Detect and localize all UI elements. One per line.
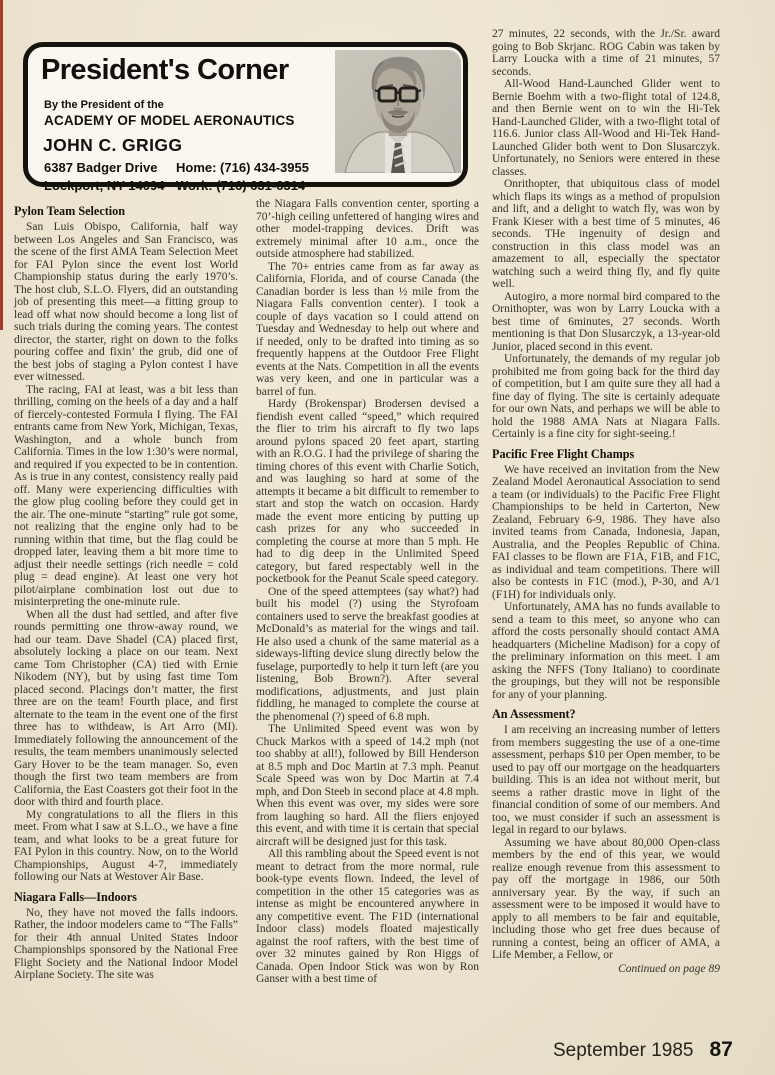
body-paragraph: Assuming we have about 80,000 Open-class members by the end of this year, we would realize enough revenue from this assessment to pay off the mortgage in 1986, our 50th anniversary year. By the way, if such an assessment were to be imposed it would have to apply to all members to be fair and equitable, including those who get free dues because of running a contest, being an officer of AMA, a Life Member, a Fellow, or xyxy=(492,836,720,961)
page-title: President's Corner xyxy=(41,54,289,86)
body-paragraph: San Luis Obispo, California, half way between Los Angeles and San Francisco, was the scene of the first AMA Team Selection Meet for FAI Pylon since the event lost World Championship status during the early 1970’s. The host club, S.L.O. Flyers, did an outstanding job of presenting this meet—a fitting group to lead off what now should become a long list of such trials during the coming years. The contest director, the starter, right on down to the folks pouring coffee and fixin’ the grub, did one of the best jobs of staging a Pylon contest I have ever witnessed. xyxy=(14,221,238,383)
body-paragraph: The racing, FAI at least, was a bit less than thrilling, coming on the heels of a day and a half of fiercely-contested Formula I flying. The FAI entrants came from New York, Michigan, Texas, Washington, and a whole bunch from California. Times in the low 1:30’s were normal, and required if you expected to be in contention. As is true in any contest, consistency really paid off. Many were experiencing difficulties with the glow plug cooling before they could get in the air. The one-minute “starting” rule got some, not realizing that the engine only had to be running within that time, but the flag could be dropped later, leaving them a bit more time to adjust their needle settings (rich needle = cold plug = dead engine). At least one very hot pilot/airplane combination lost out due to misinterpreting the one-minute rule. xyxy=(14,383,238,608)
body-paragraph: Onrithopter, that ubiquitous class of model which flaps its wings as a method of propulsion and lift, and a delight to watch fly, was won by Frank Kieser with a best time of 5 minutes, 46 seconds. THe ingenuity of design and construction in this class model was an amazement to all, especially the spectator watching such a weird thing fly, and fly quite well. xyxy=(492,178,720,290)
presidents-corner-header xyxy=(23,42,468,193)
section-heading-an-assessment: An Assessment? xyxy=(492,707,576,721)
section-heading-pacific-free-flight-champs: Pacific Free Flight Champs xyxy=(492,446,635,461)
body-paragraph-continuation: the Niagara Falls convention center, sporting a 70’-high ceiling unfettered of hanging wires and other model-trapping devices. Drift was extremely minimal after 10 a.m., once the outside atmosphere had stabilized. xyxy=(256,198,479,260)
column-2 xyxy=(256,198,479,986)
body-paragraph: Unfortunately, the demands of my regular job prohibited me from going back for the third day of competition, but I am quite sure they all had a fine day of flying. The site is certainly adequate for our own Nats, and perhaps we will be able to hold the 1988 AMA Nats at Niagara Falls. Certainly is a fine city for sight-seeing.! xyxy=(492,353,720,440)
page-footer xyxy=(553,1038,733,1062)
byline-intro: By the President of the xyxy=(44,99,164,111)
portrait-photo-graphic xyxy=(335,50,461,173)
column-1 xyxy=(14,198,238,982)
body-paragraph: Unfortunately, AMA has no funds available to send a team to this meet, so anyone who can afford the costs personally should contact AMA headquarters (Micheline Madison) for a copy of the preliminary information on this meet. I am asking the NFFS (Tony Italiano) to coordinate the groupings, but they will not be responsible for any of your planning. xyxy=(492,601,720,701)
body-paragraph: My congratulations to all the fliers in this meet. From what I saw at S.L.O., we have a fine team, and what looks to be a great future for FAI Pylon in this country. Now, on to the World Championships, August 4-7, immediately following our Nats at Westover Air Base. xyxy=(14,808,238,883)
body-paragraph: One of the speed attemptees (say what?) had built his model (?) using the Styrofoam containers used to serve the breakfast goodies at McDonald’s as material for the wings and tail. He also used a chunk of the same material as a sideways-lifting device slung directly below the fuselage, purportedly to help it turn left (are you listening, Bob Brown?). After several modifications, adjustments, and just plain fiddling, he managed to complete the course at the phenomenal (?) speed of 6.8 mph. xyxy=(256,585,479,723)
continued-notice: Continued on page 89 xyxy=(618,962,720,975)
body-paragraph: When all the dust had settled, and after five rounds permitting one throw-away round, we had our team. Dave Shadel (CA) placed first, absolutely locking a place on our team. Next came Tom Christopher (CA) tied with Ernie Nikodem (NY), but by using fast time Tom placed second. Placings don’t matter, the first three are on the team! Fourth place, and first alternate to the team in the event one of the first three has to withdeaw, is Art Arro (MI). Immediately following the announcement of the results, the team members unanimously selected Gary Hover to be the team manager. So, even though the first two team members are from California, the East Coasters got their foot in the door with third and fourth place. xyxy=(14,608,238,808)
body-paragraph: The 70+ entries came from as far away as California, Florida, and of course Canada (the Canadian border is less than ½ mile from the Niagara Falls convention center). I took a couple of days vacation so I could attend on Tuesday and Wednesday to help out where and if needed, only to be drafted into timing as so frequently happens at the Outdoor Free Flight events at the Nats. Competition in all the events was very keen, and one in particular was a barrel of fun. xyxy=(256,260,479,398)
body-paragraph: All this rambling about the Speed event is not meant to detract from the more normal, rule book-type events flown. Indeed, the level of competition in the other 15 categories was as intense as might be encountered anywhere in any competitive event. The F1D (international Indoor class) models floated majestically against the roof rafters, with the best time of over 32 minutes gained by Ron Higgs of Canada. Open Indoor Stick was won by Ron Ganser with a best time of xyxy=(256,848,479,985)
page-number: 87 xyxy=(709,1038,733,1061)
author-address-line1: 6387 Badger Drive xyxy=(44,160,158,175)
section-heading-niagara-falls-indoors: Niagara Falls—Indoors xyxy=(14,889,137,904)
author-phone-work: Work: (716) 631-6314 xyxy=(176,178,306,193)
body-paragraph: We have received an invitation from the New Zealand Model Aeronautical Association to send a team (or individuals) to the Pacific Free Flight Championships to be held in Carterton, New Zealand, February 6-9, 1986. They have also invited teams from Canada, Indonesia, Japan, Australia, and the Peoples Republic of China. FAI classes to be flown are F1A, F1B, and F1C, as individual and team competitions. There will also be contests in F1C (mod.), P-30, and A/1 (F1H) for individuals only. xyxy=(492,463,720,601)
author-name: JOHN C. GRIGG xyxy=(43,135,183,155)
issue-date: September 1985 xyxy=(553,1040,694,1061)
organization-name: ACADEMY OF MODEL AERONAUTICS xyxy=(44,113,295,128)
column-3 xyxy=(492,28,720,975)
body-paragraph: Autogiro, a more normal bird compared to the Ornithopter, was won by Larry Loucka with a best time of 6minutes, 27 seconds. Worth mentioning is that Don Slusarczyk, a 13-year-old Junior, placed second in this event. xyxy=(492,290,720,353)
page-edge-mark xyxy=(0,0,3,330)
body-paragraph: All-Wood Hand-Launched Glider went to Bernie Boehm with a two-flight total of 124.8, and then Bernie went on to win the Hi-Tek Hand-Launched Glider, with a two-flight total of 116.6. Junior class All-Wood and Hi-Tek Hand-Launched Glider both went to Don Slusarczyk. Unfortunately, no Seniors were entered in these classes. xyxy=(492,78,720,178)
portrait-photo xyxy=(335,50,461,173)
body-paragraph: No, they have not moved the falls indoors. Rather, the indoor modelers came to “The Falls” for their 4th annual United States Indoor Championships sponsored by the National Free Flight Society and the National Indoor Model Airplane Society. The site was xyxy=(14,906,238,981)
body-paragraph-continuation: 27 minutes, 22 seconds, with the Jr./Sr. award going to Bob Skrjanc. ROG Cabin was taken by Larry Loucka with a time of 21 minutes, 57 seconds. xyxy=(492,28,720,78)
body-paragraph: I am receiving an increasing number of letters from members suggesting the use of a one-time assessment, perhaps $10 per Open member, to be used to pay off our mortgage on the headquarters building. This is an idea not without merit, but seems a rather drastic move in light of the financial condition of some of our members. And too, we must consider if such an assessment is legal in regard to our bylaws. xyxy=(492,724,720,836)
body-paragraph: The Unlimited Speed event was won by Chuck Markos with a speed of 14.2 mph (not too shabby at all!), followed by Bill Henderson at 8.5 mph and Doc Martin at 7.3 mph. Peanut Scale Speed was won by Doc Martin at 7.4 mph, and Don Steeb in second place at 4.8 mph. When this event was over, my sides were sore from laughing so hard. All the fliers enjoyed this event, and with time it is certain that special aircraft will be designed just for this task. xyxy=(256,723,479,848)
author-phone-home: Home: (716) 434-3955 xyxy=(176,160,309,175)
section-heading-pylon-team-selection: Pylon Team Selection xyxy=(14,204,126,218)
author-address-line2: Lockport, NY 14094 xyxy=(44,178,165,193)
body-paragraph: Hardy (Brokenspar) Brodersen devised a fiendish event called “speed,” which required the flier to trim his aircraft to fly two laps around pylons spaced 20 feet apart, starting with an R.O.G. I had the privilege of sharing the timing chores of this event with Charlie Sotich, and was laughing so hard at some of the attempts it became a bit difficult to remember to start and stop the watch on occasion. Hardy made the event more enticing by putting up cash prizes for any who succeeded in completing the course at more than 5 mph. He had to dig deep in the Unlimited Speed category, but fared respectably well in the pocketbook for the Peanut Scale speed category. xyxy=(256,398,479,585)
